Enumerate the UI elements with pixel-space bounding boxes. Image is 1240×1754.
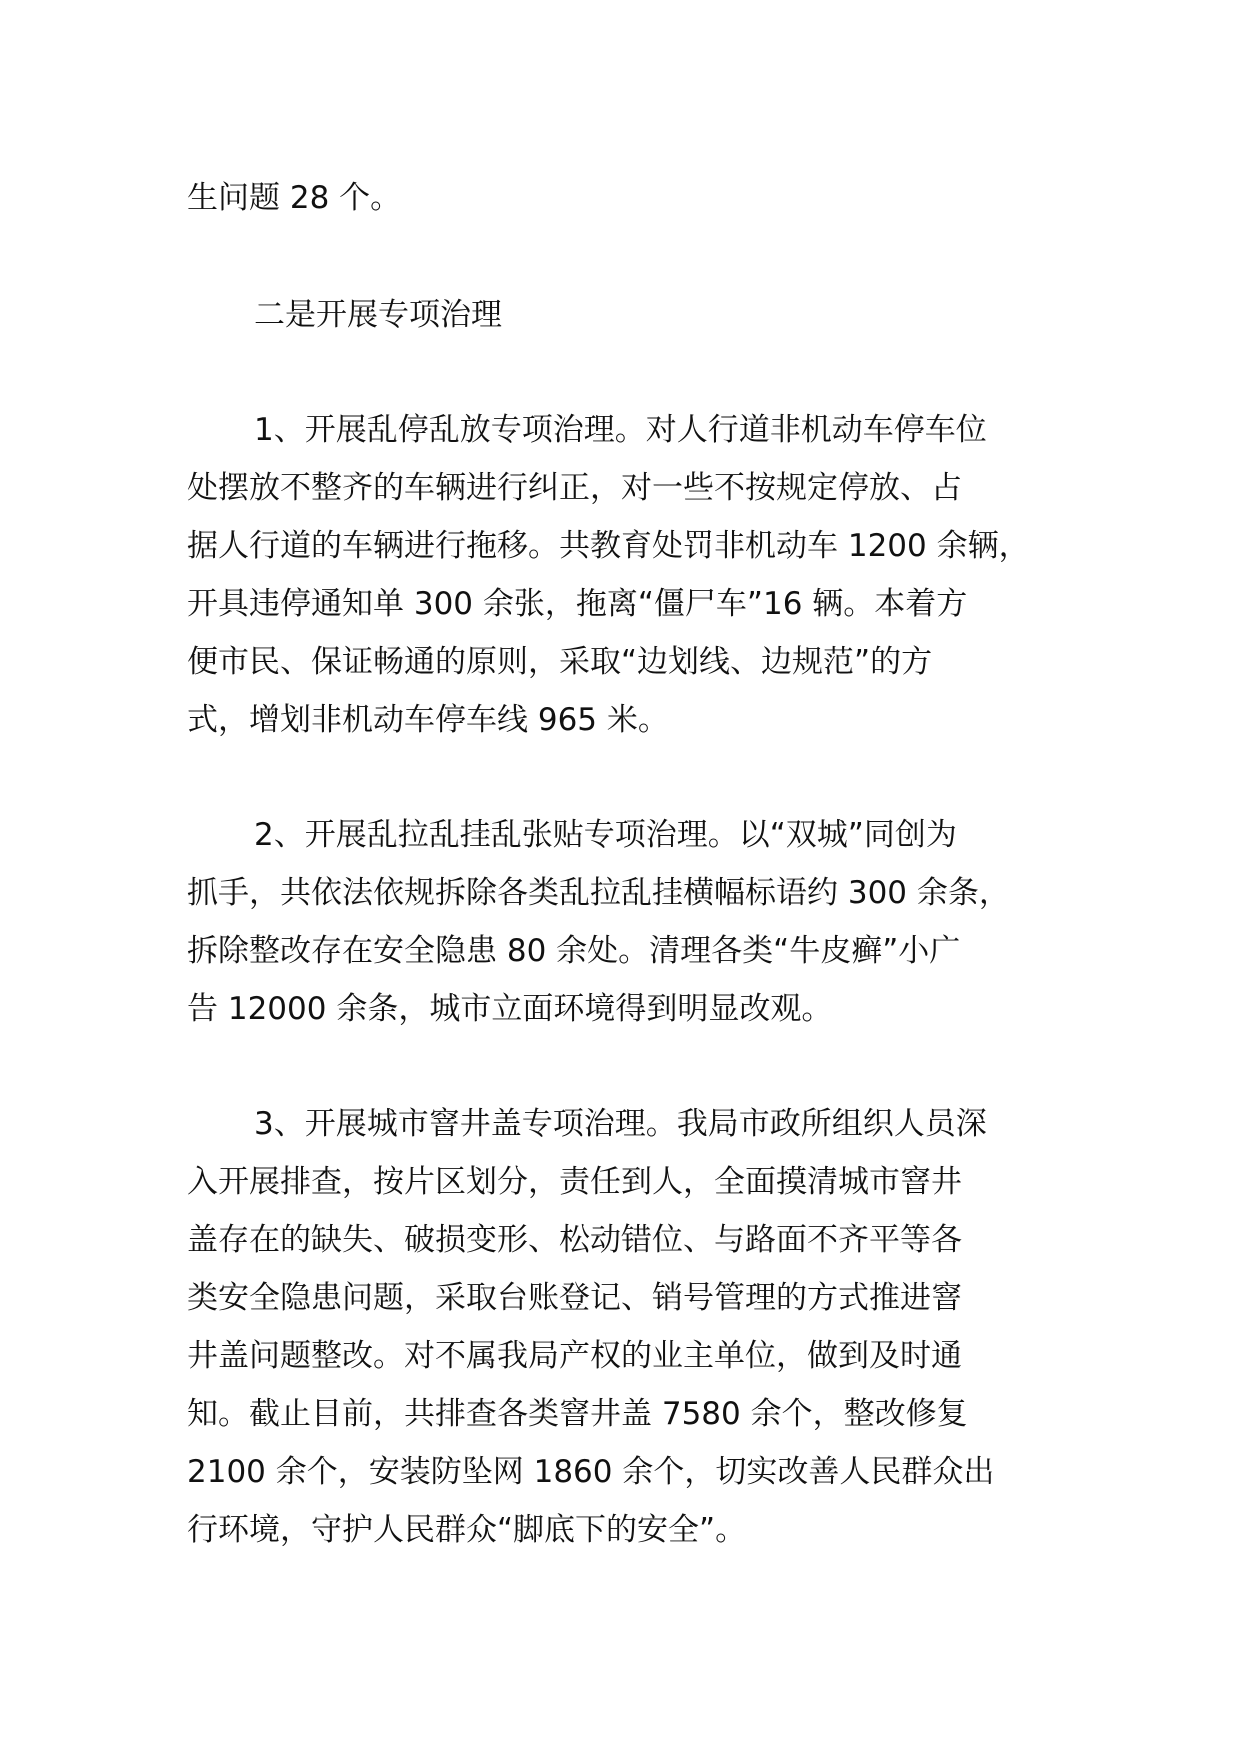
item-1-line: 便市民、保证畅通的原则，采取“边划线、边规范”的方 [187,644,933,680]
item-1-line: 据人行道的车辆进行拖移。共教育处罚非机动车 1200 余辆， [187,528,1030,564]
item-3-line: 类安全隐患问题，采取台账登记、销号管理的方式推进窨 [187,1280,962,1316]
item-2-line: 拆除整改存在安全隐患 80 余处。清理各类“牛皮癣”小广 [187,933,961,969]
section-heading: 二是开展专项治理 [254,297,502,333]
item-1-line: 处摆放不整齐的车辆进行纠正，对一些不按规定停放、占 [187,470,962,506]
item-1-line: 开具违停通知单 300 余张，拖离“僵尸车”16 辆。本着方 [187,586,968,622]
item-3-line: 行环境，守护人民群众“脚底下的安全”。 [187,1512,747,1548]
item-2-line: 2、开展乱拉乱挂乱张贴专项治理。以“双城”同创为 [254,817,957,853]
item-2-line: 抓手，共依法依规拆除各类乱拉乱挂横幅标语约 300 余条， [187,875,1010,911]
item-1-line: 1、开展乱停乱放专项治理。对人行道非机动车停车位 [254,412,987,448]
item-3-line: 知。截止目前，共排查各类窨井盖 7580 余个，整改修复 [187,1396,968,1432]
item-3-line: 入开展排查，按片区划分，责任到人，全面摸清城市窨井 [187,1164,962,1200]
item-3-line: 盖存在的缺失、破损变形、松动错位、与路面不齐平等各 [187,1222,962,1258]
item-1-line: 式，增划非机动车停车线 965 米。 [187,702,669,738]
item-2-line: 告 12000 余条，城市立面环境得到明显改观。 [187,991,833,1027]
paragraph-line: 生问题 28 个。 [187,180,402,216]
item-3-line: 3、开展城市窨井盖专项治理。我局市政所组织人员深 [254,1106,987,1142]
item-3-line: 井盖问题整改。对不属我局产权的业主单位，做到及时通 [187,1338,962,1374]
item-3-line: 2100 余个，安装防坠网 1860 余个，切实改善人民群众出 [187,1454,995,1490]
